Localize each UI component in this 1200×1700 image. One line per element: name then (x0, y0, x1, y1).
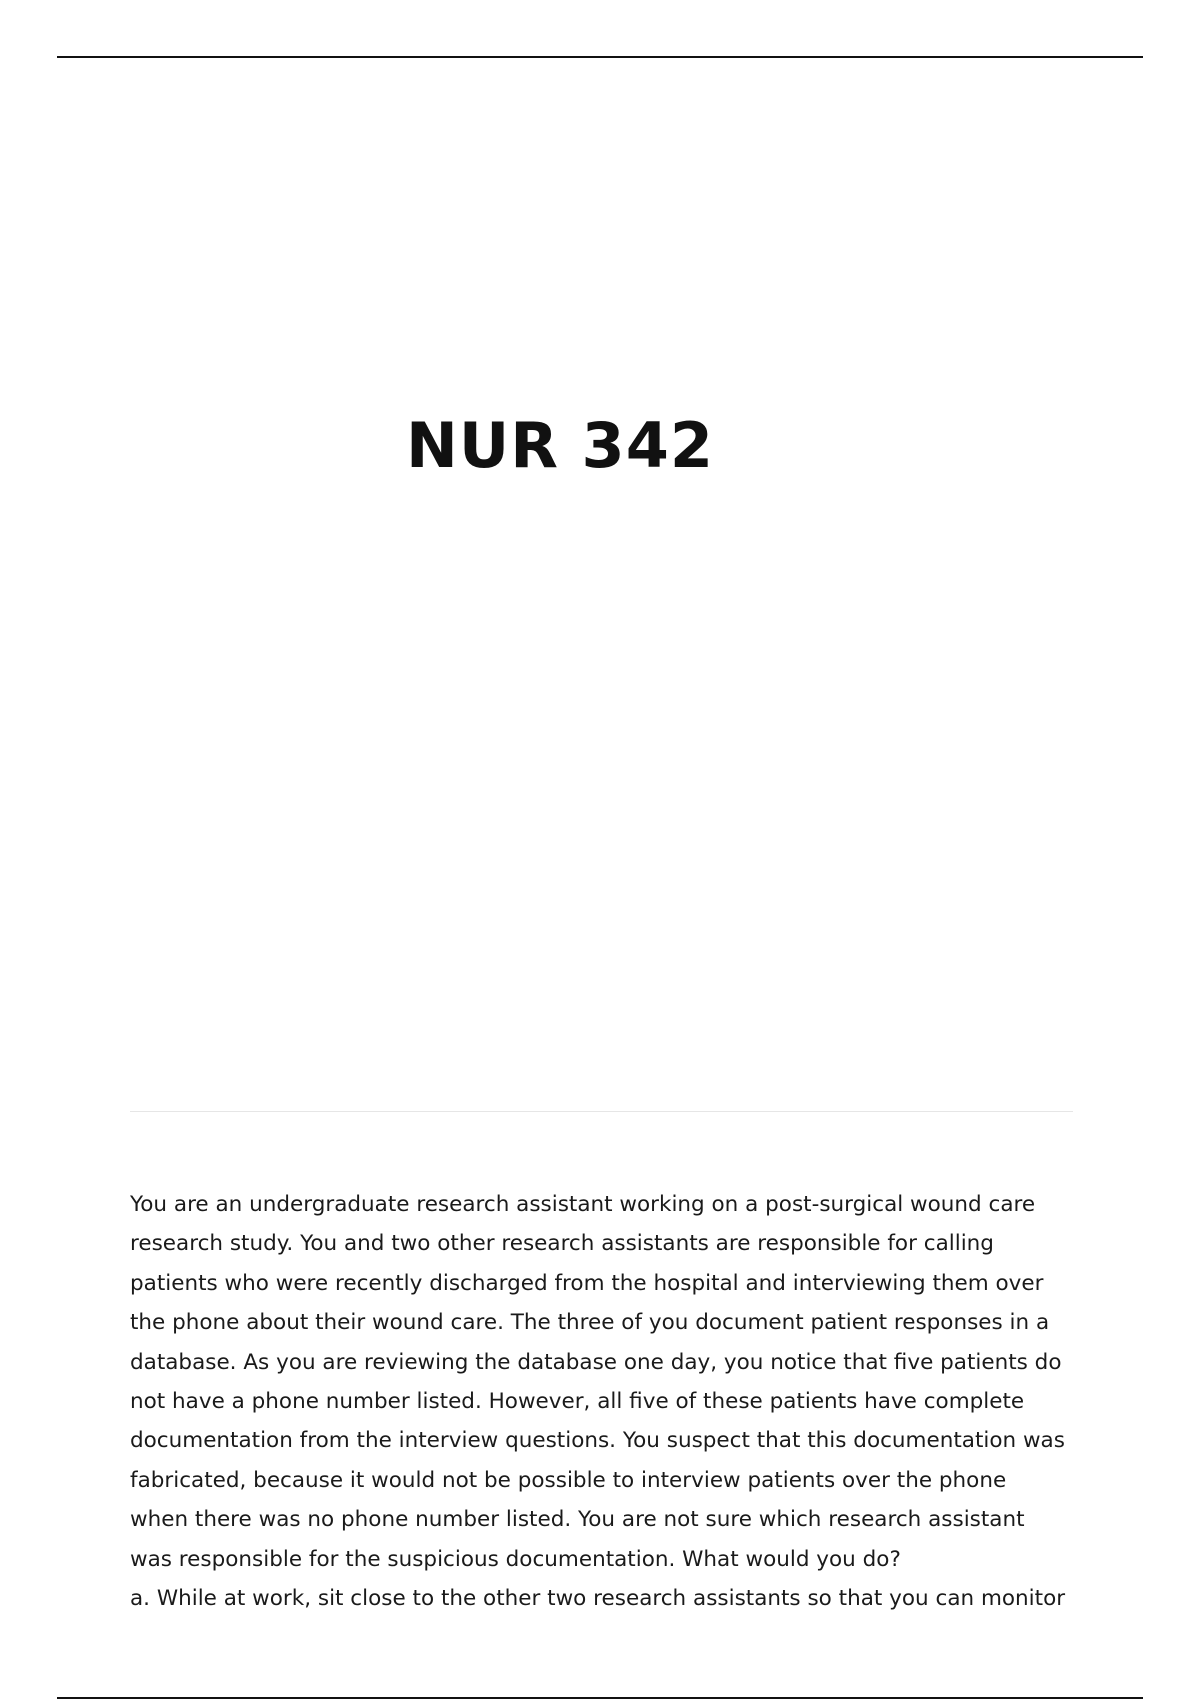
text-line: research study. You and two other research assistants are responsible for calling (130, 1231, 994, 1257)
top-rule (57, 56, 1143, 58)
text-line: You are an undergraduate research assistant working on a post-surgical wound care (130, 1192, 1036, 1217)
text-line: fabricated, because it would not be possible to interview patients over the phone (130, 1467, 1007, 1493)
text-line: was responsible for the suspicious documentation. What would you do? (130, 1546, 901, 1572)
text-line: database. As you are reviewing the database one day, you notice that five patients do (130, 1349, 1062, 1375)
document-title: NUR 342 (406, 409, 714, 482)
scenario-paragraph (130, 1185, 1078, 1618)
bottom-rule (57, 1697, 1143, 1699)
text-line: when there was no phone number listed. You are not sure which research assistant (130, 1507, 1025, 1533)
text-line: not have a phone number listed. However, all five of these patients have complete (130, 1389, 1025, 1415)
section-divider (130, 1111, 1073, 1112)
answer-option-a: a. While at work, sit close to the other two research assistants so that you can monitor (130, 1586, 1066, 1612)
text-line: the phone about their wound care. The three of you document patient responses in a (130, 1310, 1050, 1336)
text-line: patients who were recently discharged from the hospital and interviewing them over (130, 1270, 1044, 1296)
text-line: documentation from the interview questions. You suspect that this documentation was (130, 1428, 1065, 1454)
